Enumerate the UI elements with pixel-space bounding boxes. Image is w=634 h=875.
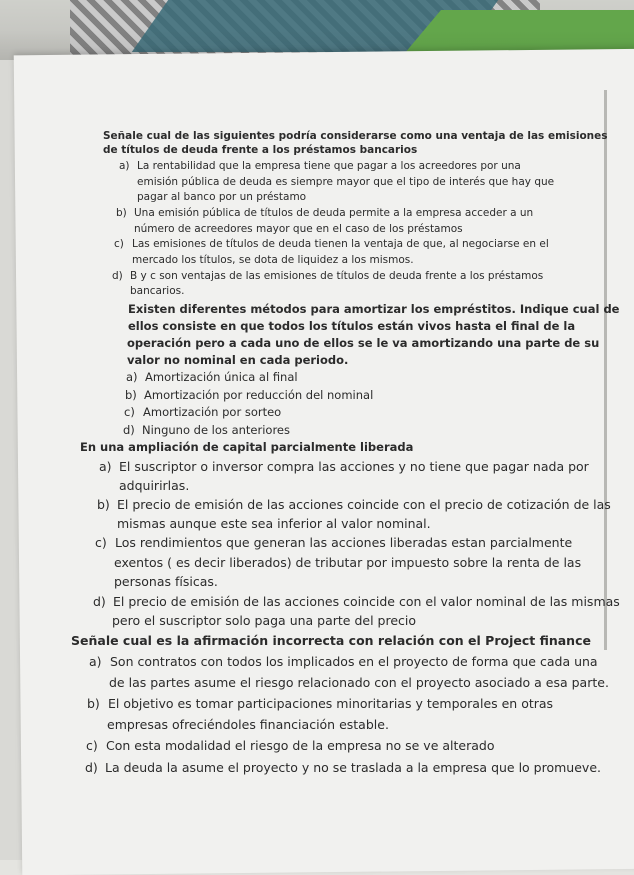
q3-option-text: personas físicas. xyxy=(114,574,218,589)
paper-fold-line xyxy=(604,90,607,650)
q4-option-letter: a) xyxy=(89,654,102,669)
q1-option-text: Las emisiones de títulos de deuda tienen la ventaja de que, al negociarse en el xyxy=(132,238,549,250)
q2-option-text: Amortización por reducción del nominal xyxy=(144,388,374,402)
q4-option-letter: b) xyxy=(87,696,100,711)
q4-option-text: La deuda la asume el proyecto y no se traslada a la empresa que lo promueve. xyxy=(105,760,601,775)
q2-stem-line: Existen diferentes métodos para amortizar los empréstitos. Indique cual de xyxy=(128,302,620,316)
q1-option-letter: a) xyxy=(119,160,130,172)
q3-option-letter: c) xyxy=(95,535,107,550)
q1-option-letter: c) xyxy=(114,238,124,250)
q3-option-text: pero el suscriptor solo paga una parte del precio xyxy=(112,613,417,628)
q3-option-text: mismas aunque este sea inferior al valor nominal. xyxy=(117,516,431,531)
q4-option-text: El objetivo es tomar participaciones minoritarias y temporales en otras xyxy=(108,696,554,711)
q4-option-text: Con esta modalidad el riesgo de la empresa no se ve alterado xyxy=(106,738,495,753)
q3-option-text: adquirirlas. xyxy=(119,478,190,493)
q1-option-text: número de acreedores mayor que en el caso de los préstamos xyxy=(134,223,463,235)
q1-option-text: emisión pública de deuda es siempre mayor que el tipo de interés que hay que xyxy=(137,176,555,188)
q3-option-letter: a) xyxy=(99,459,112,474)
q1-option-text: B y c son ventajas de las emisiones de títulos de deuda frente a los préstamos xyxy=(130,270,544,282)
q3-option-text: exentos ( es decir liberados) de tributar por impuesto sobre la renta de las xyxy=(114,555,582,570)
q1-option-text: pagar al banco por un préstamo xyxy=(137,191,307,203)
q2-option-letter: d) xyxy=(123,423,135,437)
q2-option-letter: a) xyxy=(126,370,138,384)
q2-option-text: Ninguno de los anteriores xyxy=(142,423,290,437)
q4-option-text: de las partes asume el riesgo relacionado con el proyecto asociado a esa parte. xyxy=(109,675,609,690)
q2-option-text: Amortización única al final xyxy=(145,370,298,384)
q1-option-text: bancarios. xyxy=(130,285,185,297)
q2-stem-line: valor no nominal en cada periodo. xyxy=(127,353,349,367)
q3-stem-line: En una ampliación de capital parcialmente liberada xyxy=(80,440,414,454)
q3-option-text: Los rendimientos que generan las acciones liberadas estan parcialmente xyxy=(115,535,573,550)
q4-option-text: empresas ofreciéndoles financiación estable. xyxy=(107,717,389,732)
q2-stem-line: operación pero a cada uno de ellos se le va amortizando una parte de su xyxy=(127,336,600,350)
q4-stem-line: Señale cual es la afirmación incorrecta con relación con el Project finance xyxy=(71,633,591,648)
q1-stem-line: Señale cual de las siguientes podría considerarse como una ventaja de las emisiones xyxy=(103,130,608,142)
q2-option-letter: c) xyxy=(124,405,135,419)
q1-option-text: mercado los títulos, se dota de liquidez a los mismos. xyxy=(132,254,414,266)
q3-option-text: El precio de emisión de las acciones coincide con el precio de cotización de las xyxy=(117,497,611,512)
q4-option-letter: d) xyxy=(85,760,98,775)
q3-option-letter: d) xyxy=(93,594,106,609)
q1-option-letter: b) xyxy=(116,207,127,219)
q1-stem-line: de títulos de deuda frente a los préstamos bancarios xyxy=(103,144,418,156)
q4-option-text: Son contratos con todos los implicados en el proyecto de forma que cada una xyxy=(110,654,598,669)
q1-option-text: La rentabilidad que la empresa tiene que pagar a los acreedores por una xyxy=(137,160,521,172)
q2-stem-line: ellos consiste en que todos los títulos están vivos hasta el final de la xyxy=(128,319,576,333)
q1-option-text: Una emisión pública de títulos de deuda permite a la empresa acceder a un xyxy=(134,207,534,219)
q2-option-letter: b) xyxy=(125,388,137,402)
q4-option-letter: c) xyxy=(86,738,98,753)
q3-option-text: El suscriptor o inversor compra las acciones y no tiene que pagar nada por xyxy=(119,459,589,474)
q2-option-text: Amortización por sorteo xyxy=(143,405,282,419)
q3-option-text: El precio de emisión de las acciones coincide con el valor nominal de las mismas xyxy=(113,594,620,609)
q1-option-letter: d) xyxy=(112,270,123,282)
q3-option-letter: b) xyxy=(97,497,110,512)
